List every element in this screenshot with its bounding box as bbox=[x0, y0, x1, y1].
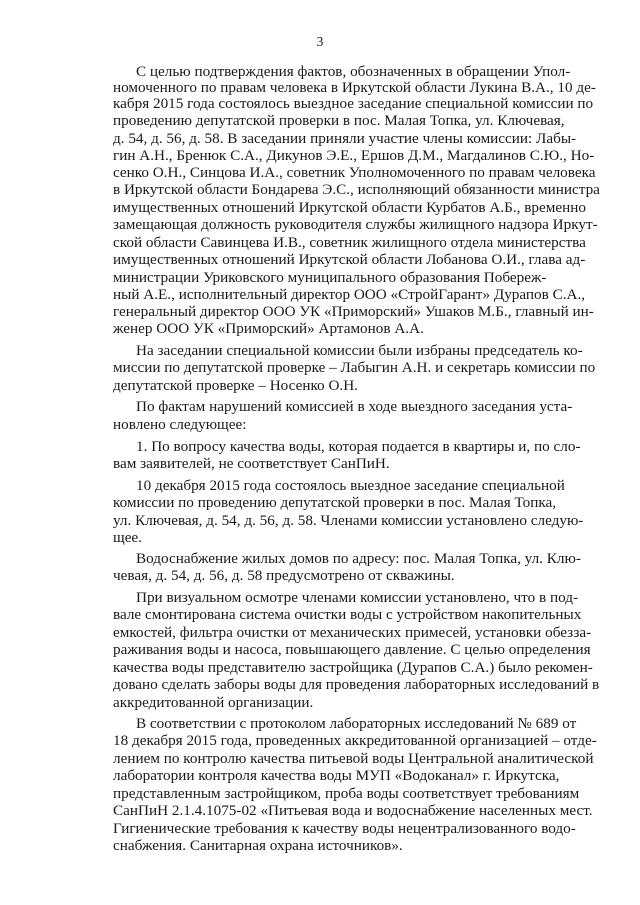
text-line: С целью подтверждения фактов, обозначенных в обращении Упол- bbox=[136, 63, 571, 80]
text-line: раживания воды и насоса, повышающего давление. С целью определения bbox=[113, 641, 591, 658]
text-line: представленным застройщиком, проба воды соответствует требованиям bbox=[113, 785, 580, 802]
text-line: аккредитованной организации. bbox=[113, 694, 314, 711]
text-line: комиссии по проведению депутатской проверки в пос. Малая Топка, bbox=[113, 494, 557, 511]
text-line: имущественных отношений Иркутской области Курбатов А.Б., временно bbox=[113, 199, 586, 216]
text-line: 10 декабря 2015 года состоялось выездное заседание специальной bbox=[136, 477, 565, 494]
text-line: В соответствии с протоколом лабораторных исследований № 689 от bbox=[136, 715, 577, 732]
text-line: замещающая должность руководителя службы жилищного надзора Иркут- bbox=[113, 216, 598, 233]
text-line: новлено следующее: bbox=[113, 416, 247, 433]
text-line: 1. По вопросу качества воды, которая подается в квартиры и, по сло- bbox=[136, 438, 581, 455]
text-line: На заседании специальной комиссии были избраны председатель ко- bbox=[136, 342, 583, 359]
text-line: лением по контролю качества питьевой воды Центральной аналитической bbox=[113, 750, 594, 767]
text-line: ул. Ключевая, д. 54, д. 56, д. 58. Членами комиссии установлено следую- bbox=[113, 512, 584, 529]
text-line: ской области Савинцева И.В., советник жилищного отдела министерства bbox=[113, 234, 586, 251]
text-line: 18 декабря 2015 года, проведенных аккредитованной организацией – отде- bbox=[113, 732, 597, 749]
text-line: щее. bbox=[113, 529, 142, 546]
text-line: вам заявителей, не соответствует СанПиН. bbox=[113, 455, 390, 472]
text-line: ный А.Е., исполнительный директор ООО «СтройГарант» Дурапов С.А., bbox=[113, 286, 586, 303]
text-line: министрации Уриковского муниципального образования Побереж- bbox=[113, 269, 547, 286]
text-line: снабжения. Санитарная охрана источников». bbox=[113, 837, 403, 854]
page-number: 3 bbox=[316, 34, 324, 49]
text-line: лаборатории контроля качества воды МУП «Водоканал» г. Иркутска, bbox=[113, 767, 560, 784]
text-line: качества воды представителю застройщика (Дурапов С.А.) было рекомен- bbox=[113, 659, 593, 676]
text-line: По фактам нарушений комиссией в ходе выездного заседания уста- bbox=[136, 398, 573, 415]
text-line: кабря 2015 года состоялось выездное заседание специальной комиссии по bbox=[113, 95, 594, 112]
text-line: вале смонтирована система очистки воды с устройством накопительных bbox=[113, 606, 582, 623]
text-line: гин А.Н., Бренюк С.А., Дикунов Э.Е., Ершов Д.М., Магдалинов С.Ю., Но- bbox=[113, 147, 595, 164]
text-line: женер ООО УК «Приморский» Артамонов А.А. bbox=[113, 320, 424, 337]
text-line: Гигиенические требования к качеству воды нецентрализованного водо- bbox=[113, 820, 576, 837]
text-line: генеральный директор ООО УК «Приморский» Ушаков М.Б., главный ин- bbox=[113, 303, 594, 320]
text-line: имущественных отношений Иркутской области Лобанова О.И., глава ад- bbox=[113, 251, 586, 268]
text-line: проведению депутатской проверки в пос. Малая Топка, ул. Ключевая, bbox=[113, 112, 565, 129]
text-line: д. 54, д. 56, д. 58. В заседании приняли участие члены комиссии: Лабы- bbox=[113, 130, 577, 147]
text-line: сенко О.Н., Синцова И.А., советник Уполномоченного по правам человека bbox=[113, 164, 596, 181]
text-line: При визуальном осмотре членами комиссии установлено, что в под- bbox=[136, 589, 579, 606]
text-line: емкостей, фильтра очистки от механических примесей, установки обезза- bbox=[113, 624, 592, 641]
text-line: Водоснабжение жилых домов по адресу: пос. Малая Топка, ул. Клю- bbox=[136, 550, 581, 567]
text-line: миссии по депутатской проверке – Лабыгин А.Н. и секретарь комиссии по bbox=[113, 359, 596, 376]
text-line: номоченного по правам человека в Иркутской области Лукина В.А., 10 де- bbox=[113, 79, 596, 96]
text-line: чевая, д. 54, д. 56, д. 58 предусмотрено от скважины. bbox=[113, 567, 455, 584]
text-line: депутатской проверке – Носенко О.Н. bbox=[113, 377, 358, 394]
text-line: СанПиН 2.1.4.1075-02 «Питьевая вода и водоснабжение населенных мест. bbox=[113, 802, 593, 819]
text-line: довано сделать заборы воды для проведения лабораторных исследований в bbox=[113, 676, 600, 693]
text-line: в Иркутской области Бондарева Э.С., исполняющий обязанности министра bbox=[113, 181, 600, 198]
